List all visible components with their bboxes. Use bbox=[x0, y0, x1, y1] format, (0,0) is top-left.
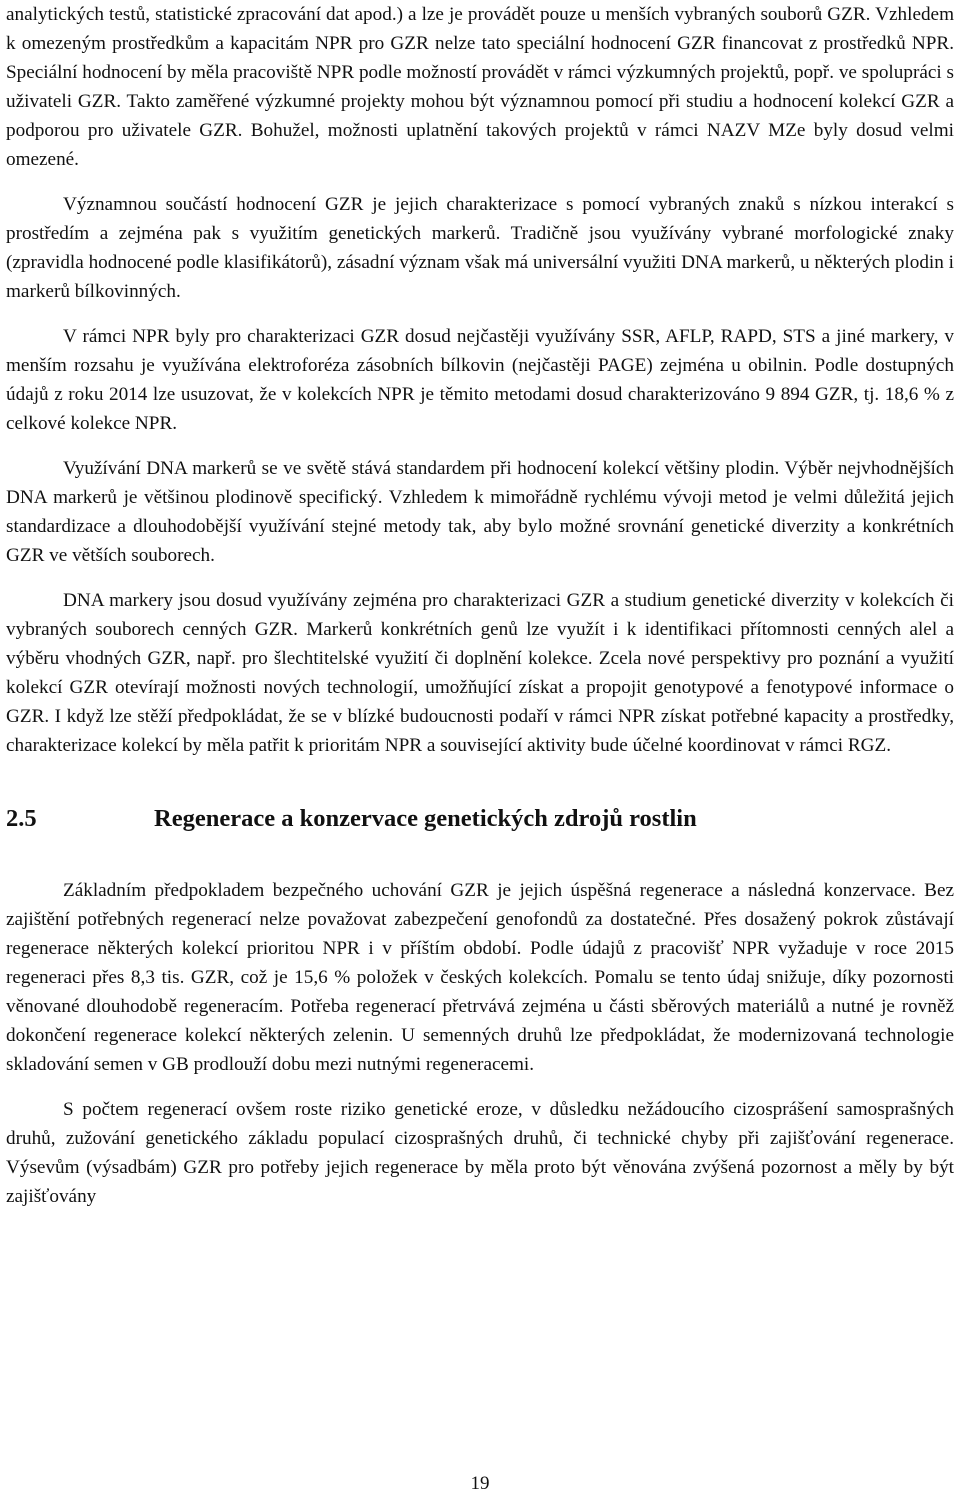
paragraph-continued: analytických testů, statistické zpracování dat apod.) a lze je provádět pouze u menších vybraných souborů GZR. Vzhledem k omezeným prostředkům a kapacitám NPR pro GZR nelze tato speciální hodnocení GZR financovat z prostředků NPR. Speciální hodnocení by měla pracoviště NPR podle možností provádět v rámci výzkumných projektů, popř. ve spolupráci s uživateli GZR. Takto zaměřené výzkumné projekty mohou být významnou pomocí při studiu a hodnocení kolekcí GZR a podporou pro uživatele GZR. Bohužel, možnosti uplatnění takových projektů v rámci NAZV MZe byly dosud velmi omezené. bbox=[6, 4, 954, 170]
page-number: 19 bbox=[470, 1473, 490, 1494]
section-number: 2.5 bbox=[6, 805, 37, 832]
paragraph: V rámci NPR byly pro charakterizaci GZR dosud nejčastěji využívány SSR, AFLP, RAPD, STS a jiné markery, v menším rozsahu je využívána elektroforéza zásobních bílkovin (nejčastěji PAGE) zejména u obilnin. Podle dostupných údajů z roku 2014 lze usuzovat, že v kolekcích NPR je těmito metodami dosud charakterizováno 9 894 GZR, tj. 18,6 % z celkové kolekce NPR. bbox=[6, 326, 954, 434]
paragraph: Základním předpokladem bezpečného uchování GZR je jejich úspěšná regenerace a následná konzervace. Bez zajištění potřebných regenerací nelze považovat zabezpečení genofondů za dostatečné. Přes dosažený pokrok zůstávají regenerace některých kolekcí prioritou NPR i v příštím období. Podle údajů z pracovišť NPR vyžaduje v roce 2015 regeneraci přes 8,3 tis. GZR, což je 15,6 % položek v českých kolekcích. Pomalu se tento údaj snižuje, díky pozornosti věnované dlouhodobě regeneracím. Potřeba regenerací přetrvává zejména u části sběrových materiálů a nutné je rovněž dokončení regenerace kolekcí některých zelenin. U semenných druhů lze předpokládat, že modernizovaná technologie skladování semen v GB prodlouží dobu mezi nutnými regeneracemi. bbox=[6, 880, 954, 1075]
section-heading bbox=[6, 802, 954, 836]
paragraph: Významnou součástí hodnocení GZR je jejich charakterizace s pomocí vybraných znaků s nízkou interakcí s prostředím a zejména pak s využitím genetických markerů. Tradičně jsou využívány vybrané morfologické znaky (zpravidla hodnocené podle klasifikátorů), zásadní význam však má universální využiti DNA markerů, u některých plodin i markerů bílkovinných. bbox=[6, 194, 954, 302]
paragraph: Využívání DNA markerů se ve světě stává standardem při hodnocení kolekcí většiny plodin. Výběr nejvhodnějších DNA markerů je většinou plodinově specifický. Vzhledem k mimořádně rychlému vývoji metod je velmi důležitá jejich standardizace a dlouhodobější využívání stejné metody tak, aby bylo možné srovnání genetické diverzity a konkrétních GZR ve větších souborech. bbox=[6, 458, 954, 566]
section-title: Regenerace a konzervace genetických zdrojů rostlin bbox=[154, 805, 697, 832]
paragraph: S počtem regenerací ovšem roste riziko genetické eroze, v důsledku nežádoucího cizosprášení samosprašných druhů, zužování genetického základu populací cizosprašných druhů, či technické chyby při zajišťování regenerace. Výsevům (výsadbám) GZR pro potřeby jejich regenerace by měla proto být věnována zvýšená pozornost a měly by být zajišťovány bbox=[6, 1099, 954, 1207]
paragraph: DNA markery jsou dosud využívány zejména pro charakterizaci GZR a studium genetické diverzity v kolekcích či vybraných souborech cenných GZR. Markerů konkrétních genů lze využít i k identifikaci přítomnosti cenných alel a výběru vhodných GZR, např. pro šlechtitelské využití či doplnění kolekce. Zcela nové perspektivy pro poznání a využití kolekcí GZR otevírají možnosti nových technologií, umožňující získat a propojit genotypové a fenotypové informace o GZR. I když lze stěží předpokládat, že se v blízké budoucnosti podaří v rámci NPR získat potřebné kapacity a prostředky, charakterizace kolekcí by měla patřit k prioritám NPR a související aktivity bude účelné koordinovat v rámci RGZ. bbox=[6, 590, 954, 756]
